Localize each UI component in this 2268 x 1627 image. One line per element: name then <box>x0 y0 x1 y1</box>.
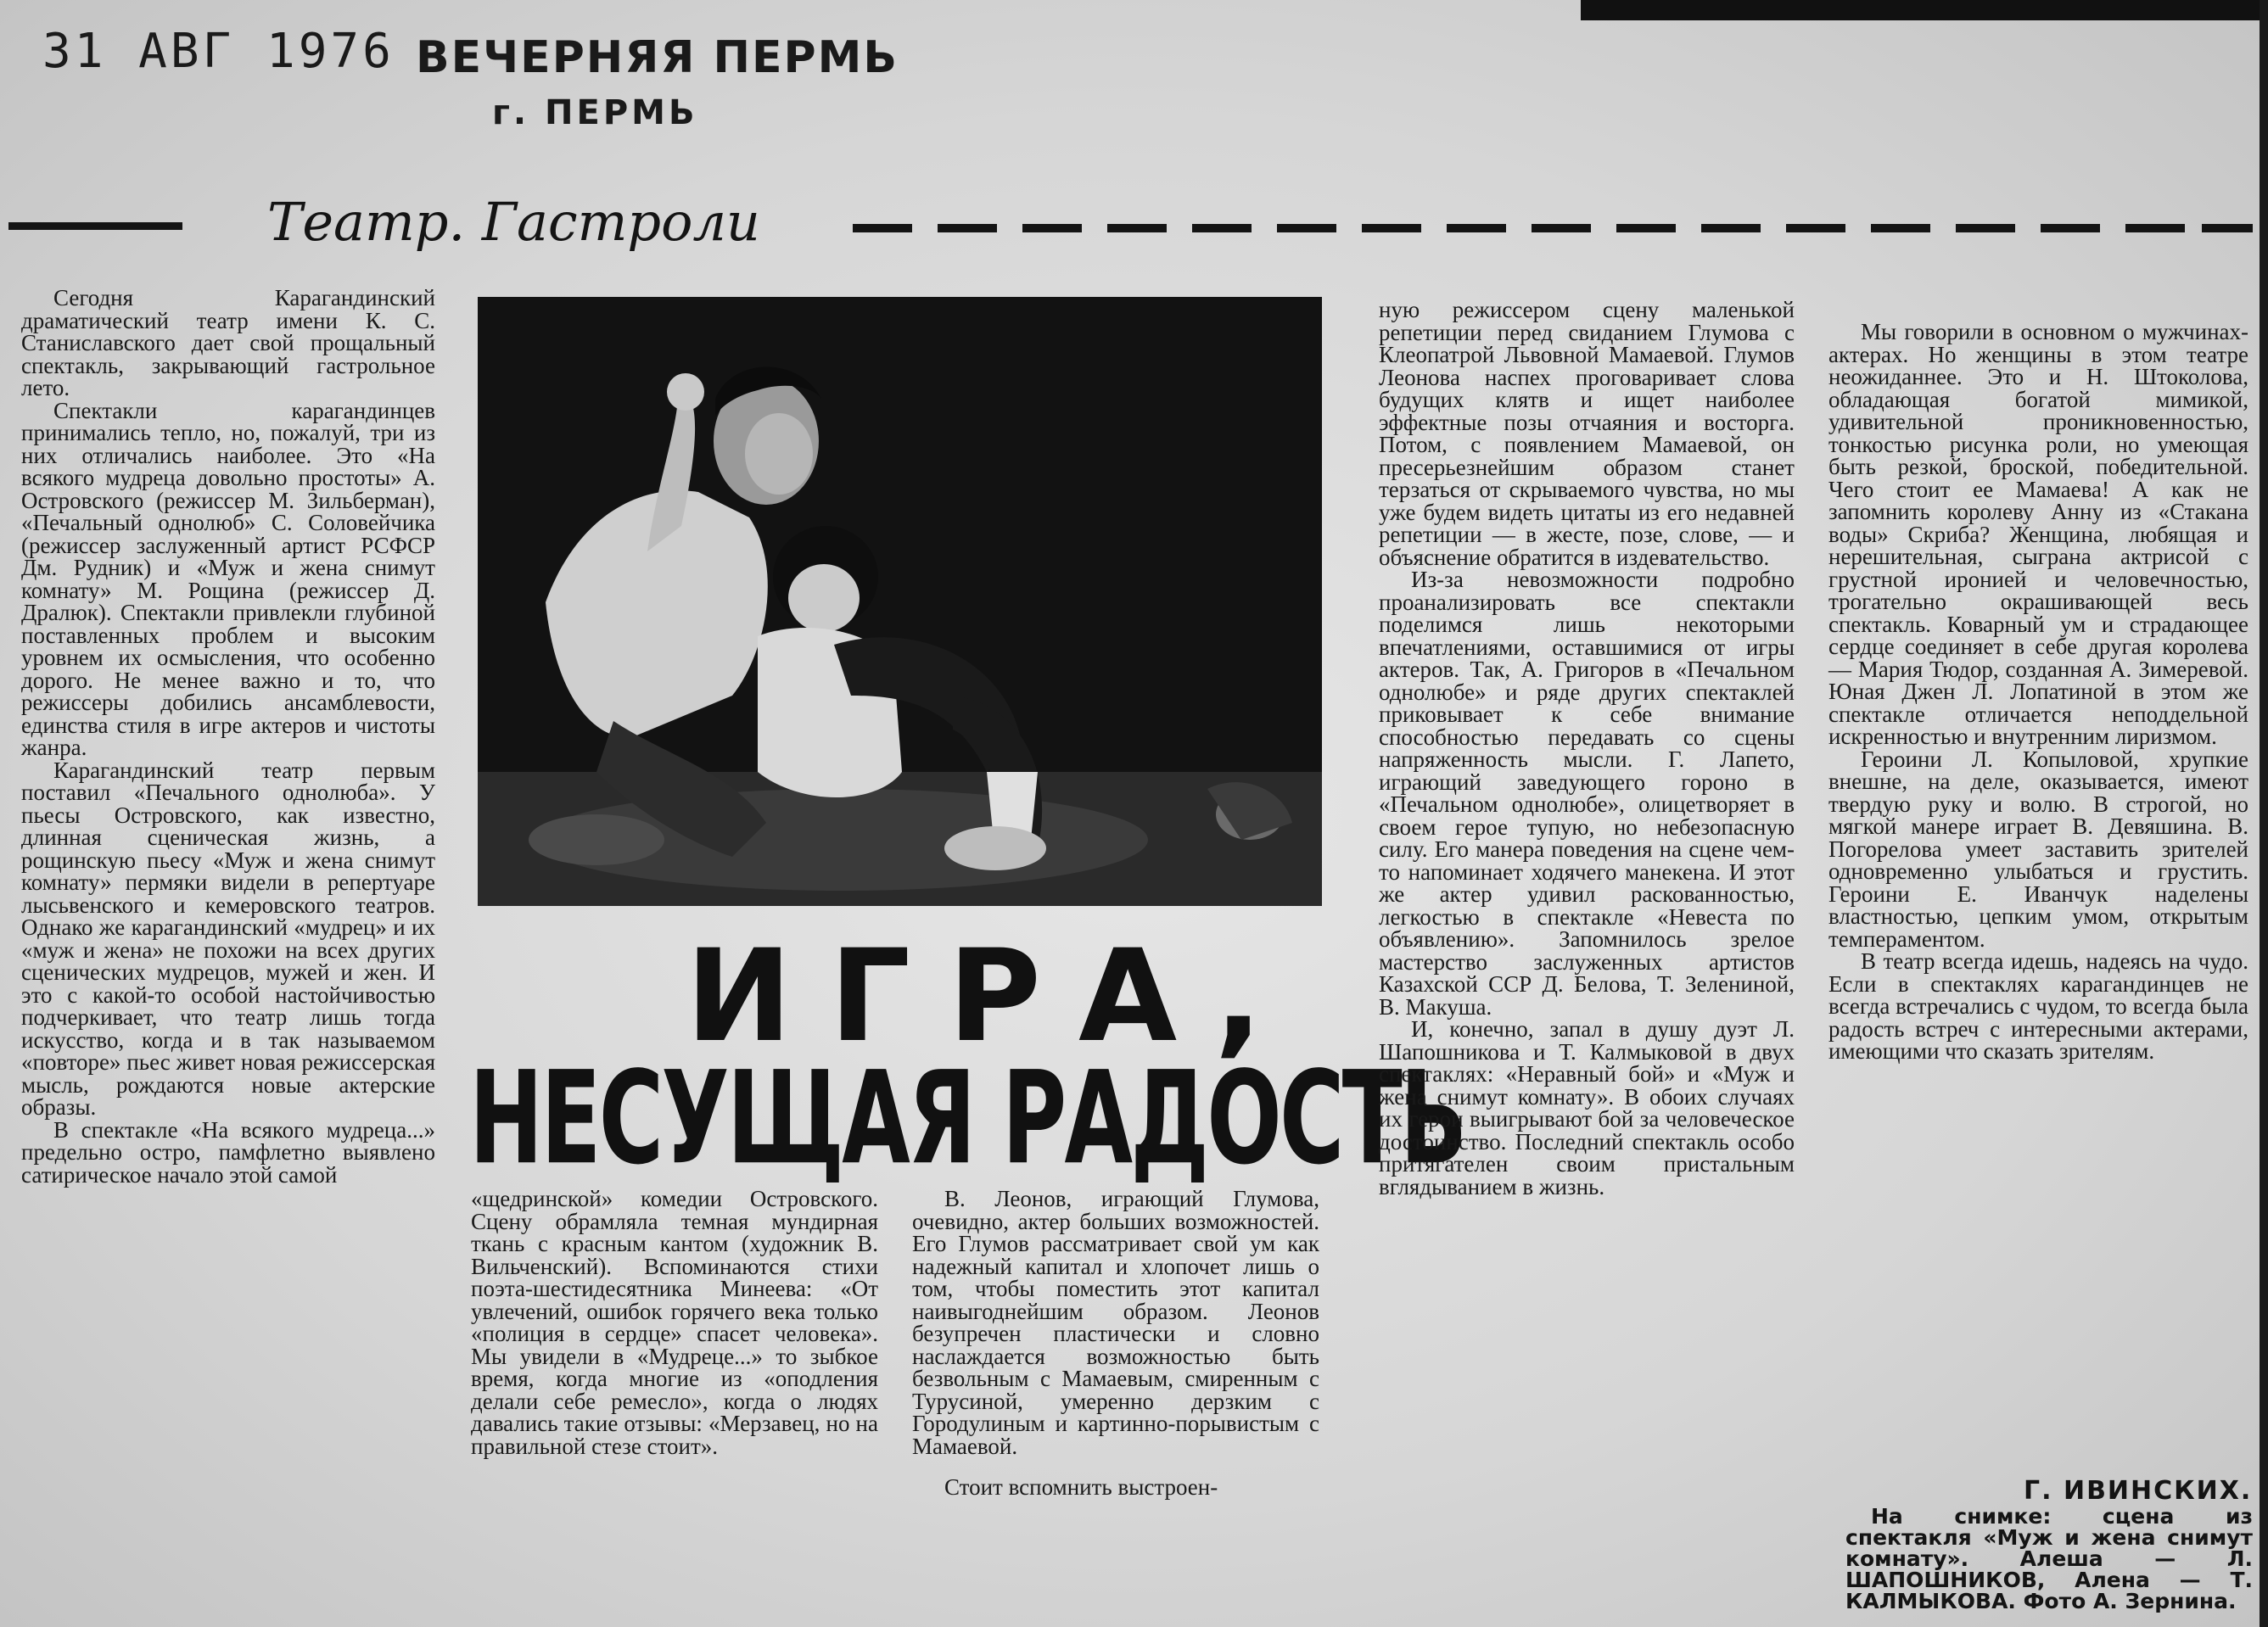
paragraph: Из-за невозможности подробно проанализировать все спектакли поделимся лишь некоторыми впечатлениями, оставшимися от игры актеров. Так, А. Григоров в «Печальном однолюбе» и ряде других спектаклей приковывает к себе внимание способностью передавать со сцены напряженность мысли. Г. Лапето, играющий заведующего гороно в «Печальном однолюбе», олицетворяет в своем герое тупую, но небезопасную силу. Его манера поведения на сцене чем-то напоминает ходячего манекена. И этот же актер удивил раскованностью, легкостью в спектакле «Невеста по объявлению». Запомнилось зрелое мастерство заслуженных артистов Казахской ССР Д. Белова, Т. Зелениной, В. Макуша. <box>1379 567 1795 1020</box>
paragraph: ную режиссером сцену маленькой репетиции перед свиданием Глумова с Клеопатрой Львовной Мамаевой. Глумов Леонова наспех проговаривает слова будущих клятв и ищет наиболее эффектные позы отчаяния и восторга. Потом, с появлением Мамаевой, он пресерьезнейшим образом станет терзаться от скрываемого чувства, но мы уже будем видеть цитаты из его недавней репетиции — в жесте, позе, слове, — и объяснение обратится в издевательство. <box>1379 297 1795 570</box>
paragraph: Спектакли карагандинцев принимались тепло, но, пожалуй, три из них отличались наиболее. Это «На всякого мудреца довольно простоты» А. Островского (режиссер М. Зильберман), «Печальный однолюб» С. Соловейчика (режиссер заслуженный артист РСФСР Дм. Рудник) и «Муж и жена снимут комнату» М. Рощина (режиссер Д. Дралюк). Спектакли привлекли глубиной поставленных проблем и высоким уровнем их осмысления, что особенно дорого. Не менее важно и то, что режиссеры добились ансамблевости, единства стиля в игре актеров и чистоты жанра. <box>21 397 435 760</box>
article-column-3 <box>912 1188 1319 1499</box>
stamp-city: г. ПЕРМЬ <box>492 93 698 132</box>
paragraph: Сегодня Карагандинский драматический театр имени К. С. Станиславского дает свой прощальный спектакль, закрывающий гастрольное лето. <box>21 285 435 400</box>
stage-photo <box>478 297 1322 906</box>
paragraph: Героини Л. Копыловой, хрупкие внешне, на деле, оказывается, имеют твердую руку и волю. В строгой, но мягкой манере играет В. Девяшина. В. Погорелова умеет заставить зрителей одновременно улыбаться и грустить. Героини Е. Иванчук наделены властностью, цепким умом, открытым темпераментом. <box>1828 746 2248 952</box>
scan-edge-right <box>2260 0 2268 1627</box>
article-column-1 <box>21 287 435 1186</box>
author-signature: Г. ИВИНСКИХ. <box>2024 1476 2253 1506</box>
paragraph: В театр всегда идешь, надеясь на чудо. Если в спектаклях карагандинцев не всегда встречались с чудом, то всегда была радость встреч с интересными актерами, имеющими что сказать зрителям. <box>1828 948 2248 1064</box>
paragraph: В. Леонов, играющий Глумова, очевидно, актер больших возможностей. Его Глумов рассматривает свой ум как надежный капитал и хлопочет лишь о том, чтобы поместить этот капитал наивыгоднейшим образом. Леонов безупречен пластически и словно наслаждается возможностью быть безвольным с Мамаевым, смиренным с Турусиной, умеренно дерзким с Городулиным и картинно-порывистым с Мамаевой. <box>912 1186 1319 1459</box>
paragraph: В спектакле «На всякого мудреца...» предельно остро, памфлетно выявлено сатирическое начало этой самой <box>21 1116 435 1188</box>
headline-line-2: НЕСУЩАЯ РАДОСТЬ <box>469 1044 1465 1194</box>
paragraph: «щедринской» комедии Островского. Сцену обрамляла темная мундирная ткань с красным кантом (художник В. Вильченский). Вспоминаются стихи поэта-шестидесятника Минеева: «От увлечений, ошибок горячего века только «полиция в сердце» спасет человека». Мы увидели в «Мудреце...» то зыбкое время, когда многие из «оподления делали себе ремесло», когда о людях давались такие отзывы: «Мерзавец, но на правильной стезе стоит». <box>471 1186 878 1459</box>
stamp-date: 31 АВГ 1976 <box>42 24 395 79</box>
paragraph: Стоит вспомнить выстроен- <box>944 1474 1218 1500</box>
paragraph: Мы говорили в основном о мужчинах-актерах. Но женщины в этом театре неожиданнее. Это и Н. Штоколова, обладающая богатой мимикой, удивительной проникновенностью, тонкостью рисунка роли, но умеющая быть резкой, броской, победительной. Чего стоит ее Мамаева! А как не запомнить королеву Анну из «Стакана воды» Скриба? Женщина, любящая и нерешительная, сыграна актрисой с грустной иронией и человечностью, трогательно окрашивающей весь спектакль. Коварный ум и страдающее сердце соединяет в себе другая королева — Мария Тюдор, созданная А. Зимеревой. Юная Джен Л. Лопатиной в этом же спектакле отличается неподдельной искренностью и внутренним лиризмом. <box>1828 319 2248 749</box>
stamp-newspaper-name: ВЕЧЕРНЯЯ ПЕРМЬ <box>416 32 899 83</box>
rubric-rule-left <box>8 222 182 230</box>
rubric-title: Театр. Гастроли <box>267 191 760 253</box>
paragraph: Карагандинский театр первым поставил «Печального однолюба». У пьесы Островского, как известно, длинная сценическая жизнь, а рощинскую пьесу «Муж и жена снимут комнату» пермяки видели в репертуаре лысьвенского и кемеровского театров. Однако же карагандинский «мудрец» и их «муж и жена» не похожи на всех других сценических мудрецов, мужей и жен. И это с какой-то особой настойчивостью подчеркивает, что театр лишь тогда искусство, когда и в так называемом «повторе» пьес живет новая режиссерская мысль, рождаются новые актерские образы. <box>21 757 435 1120</box>
article-column-4 <box>1379 299 1795 1198</box>
headline-line-1: ИГРА, <box>686 923 1301 1071</box>
article-column-2 <box>471 1188 878 1457</box>
article-column-5 <box>1828 321 2248 1063</box>
scan-edge <box>1581 0 2268 20</box>
photo-caption: На снимке: сцена из спектакля «Муж и жена снимут комнату». Алеша — Л. ШАПОШНИКОВ, Алена — Т. КАЛМЫКОВА. Фото А. Зернина. <box>1845 1504 2253 1613</box>
paragraph: И, конечно, запал в душу дуэт Л. Шапошникова и Т. Калмыковой в двух спектаклях: «Неравный бой» и «Муж и жена снимут комнату». В обоих случаях их герои выигрывают бой за человеческое достоинство. Последний спектакль особо притягателен своим пристальным вглядыванием в жизнь. <box>1379 1016 1795 1199</box>
